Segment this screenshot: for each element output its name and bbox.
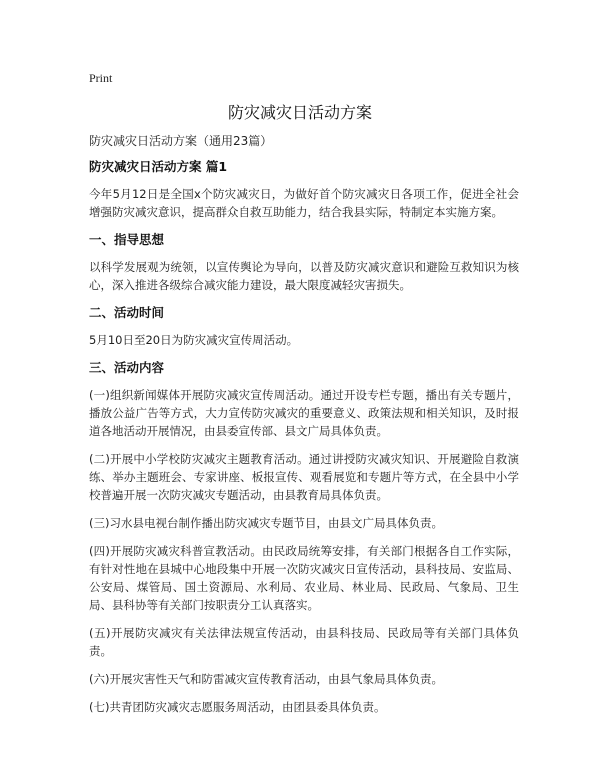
- heading-activity-time: 二、活动时间: [89, 305, 165, 320]
- paragraph-guiding-ideology: 以科学发展观为统领，以宣传舆论为导向，以普及防灾减灾意识和避险互救知识为核心，深入推进各级综合减灾能力建设，最大限度减轻灾害损失。: [89, 260, 519, 292]
- activity-item: (三)习水县电视台制作播出防灾减灾专题节目，由县文广局具体负责。: [89, 516, 443, 530]
- print-link[interactable]: Print: [89, 71, 113, 85]
- heading-activity-content: 三、活动内容: [89, 360, 165, 375]
- activity-item: (四)开展防灾减灾科普宣教活动。由民政局统筹安排，有关部门根据各自工作实际，有针对性地在县城中心地段集中开展一次防灾减灾日宣传活动，县科技局、安监局、公安局、煤管局、国土资源局、水利局、农业局、林业局、民政局、气象局、卫生局、县科协等有关部门按职责分工认真落实。: [89, 544, 519, 612]
- paragraph-activity-time: 5月10日至20日为防灾减灾宣传周活动。: [89, 333, 299, 347]
- activity-item: (五)开展防灾减灾有关法律法规宣传活动，由县科技局、民政局等有关部门具体负责。: [89, 626, 519, 658]
- document-subtitle: 防灾减灾日活动方案（通用23篇）: [89, 134, 273, 148]
- document-title: 防灾减灾日活动方案: [227, 103, 372, 122]
- activity-item: (一)组织新闻媒体开展防灾减灾宣传周活动。通过开设专栏专题，播出有关专题片，播放公益广告等方式，大力宣传防灾减灾的重要意义、政策法规和相关知识，及时报道各地活动开展情况，由县委宣传部、县文广局具体负责。: [89, 388, 519, 438]
- activity-item: (七)共青团防灾减灾志愿服务周活动，由团县委具体负责。: [89, 700, 386, 714]
- activity-item: (六)开展灾害性天气和防雷减灾宣传教育活动，由县气象局具体负责。: [89, 672, 443, 686]
- intro-paragraph: 今年5月12日是全国x个防灾减灾日，为做好首个防灾减灾日各项工作，促进全社会增强防灾减灾意识，提高群众自救互助能力，结合我县实际，特制定本实施方案。: [89, 187, 519, 219]
- section-heading: 防灾减灾日活动方案 篇1: [89, 159, 228, 174]
- document-body: [89, 158, 519, 726]
- activity-item: (二)开展中小学校防灾减灾主题教育活动。通过讲授防灾减灾知识、开展避险自救演练、举办主题班会、专家讲座、板报宣传、观看展览和专题片等方式，在全县中小学校普遍开展一次防灾减灾专题活动，由县教育局具体负责。: [89, 452, 519, 502]
- heading-guiding-ideology: 一、指导思想: [89, 232, 165, 247]
